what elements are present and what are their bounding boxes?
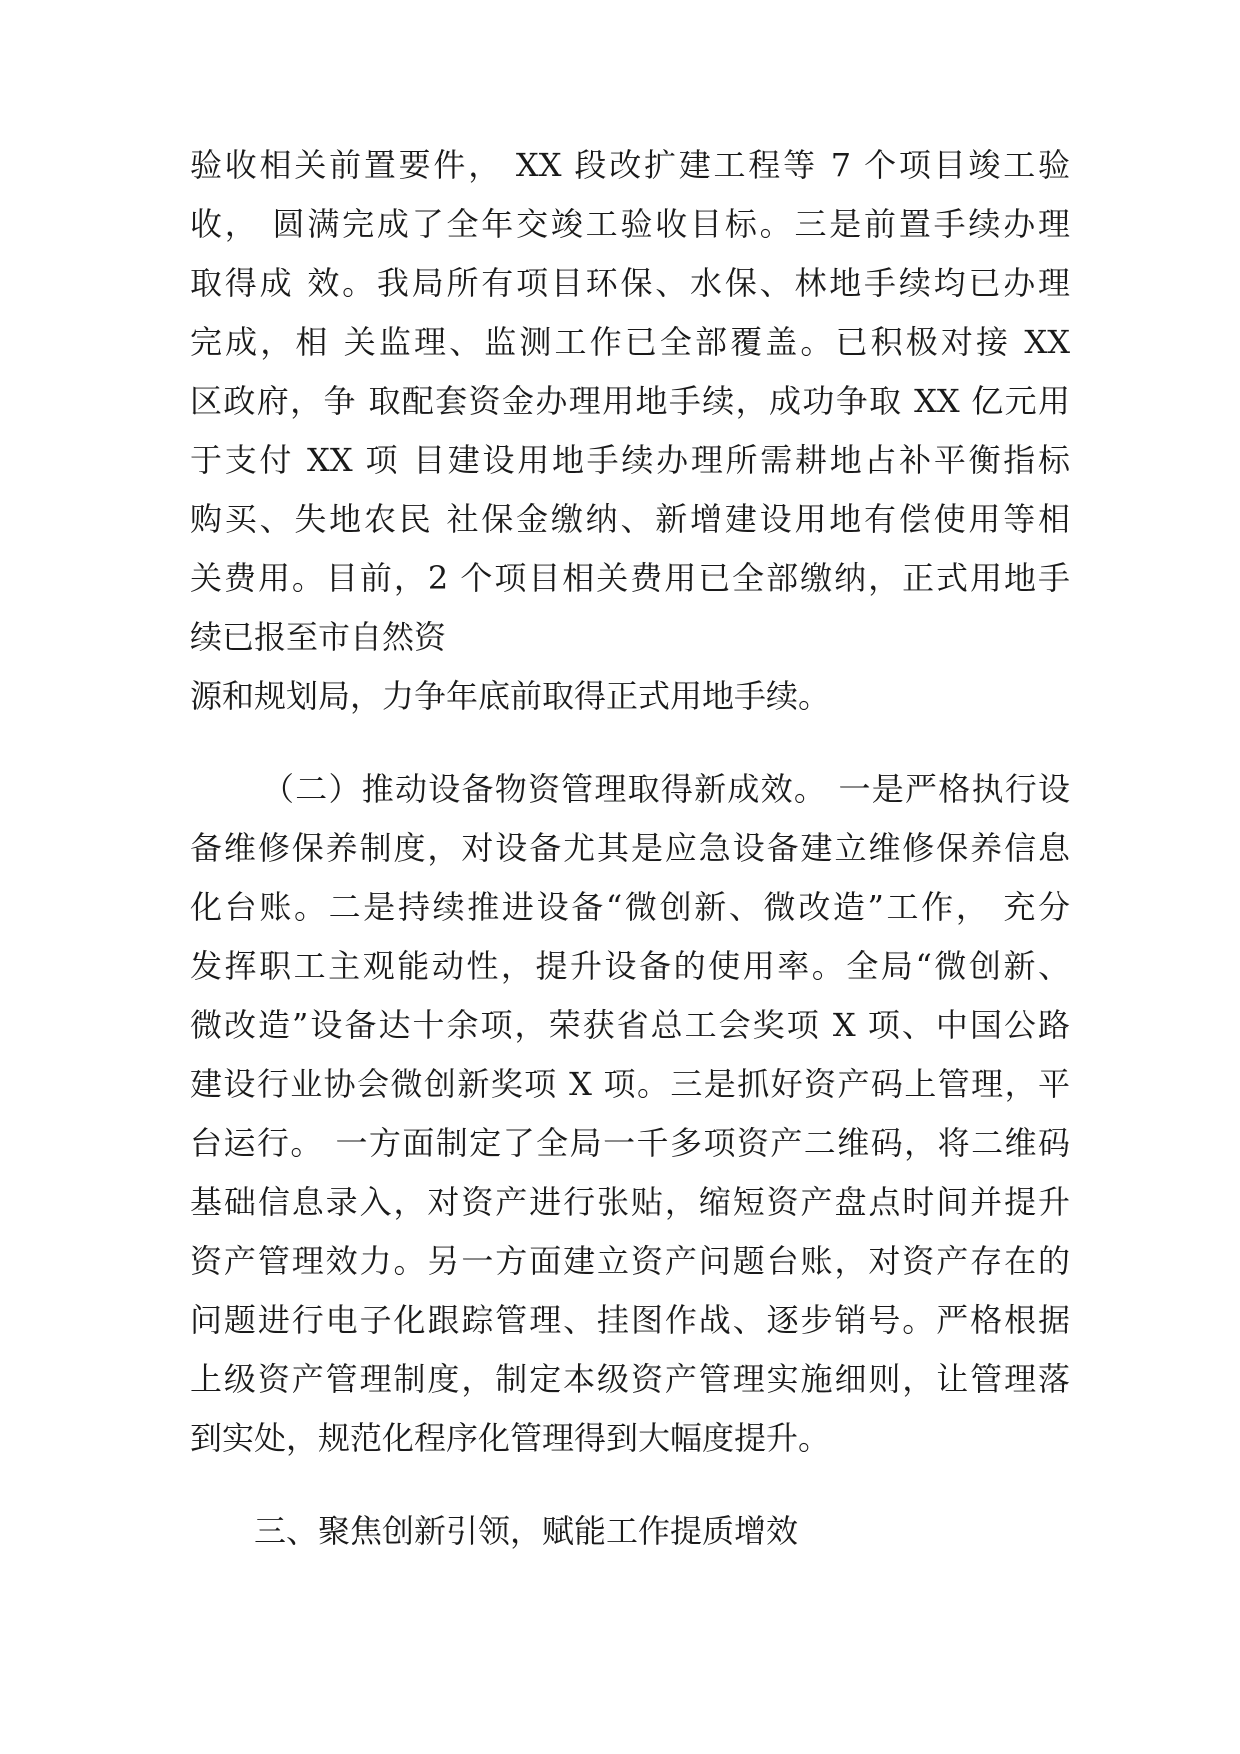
- section-heading: [190, 1502, 1070, 1561]
- text-line: 区政府，争 取配套资金办理用地手续，成功争取 XX 亿元用: [190, 382, 1070, 420]
- paragraph-acceptance: [190, 136, 1070, 726]
- text-line: 购买、失地农民 社保金缴纳、新增建设用地有偿使用等相: [190, 500, 1070, 538]
- text-line: 基础信息录入，对资产进行张贴，缩短资产盘点时间并提升: [190, 1183, 1070, 1221]
- document-body: [190, 136, 1070, 1561]
- text-line: 上级资产管理制度，制定本级资产管理实施细则，让管理落: [190, 1360, 1070, 1398]
- text-line: 源和规划局，力争年底前取得正式用地手续。: [190, 677, 831, 715]
- text-line: 台运行。 一方面制定了全局一千多项资产二维码，将二维码: [190, 1124, 1070, 1162]
- text-line: 微改造”设备达十余项，荣获省总工会奖项 X 项、中国公路: [190, 1006, 1070, 1044]
- text-line: 续已报至市自然资: [190, 618, 447, 656]
- text-line: （二）推动设备物资管理取得新成效。 一是严格执行设: [262, 770, 1070, 808]
- text-line: 资产管理效力。另一方面建立资产问题台账，对资产存在的: [190, 1242, 1070, 1280]
- text-line: 验收相关前置要件， XX 段改扩建工程等 7 个项目竣工验: [190, 146, 1070, 184]
- text-line: 备维修保养制度，对设备尤其是应急设备建立维修保养信息: [190, 829, 1070, 867]
- text-line: 完成，相 关监理、监测工作已全部覆盖。已积极对接 XX: [190, 323, 1070, 361]
- text-line: 问题进行电子化跟踪管理、挂图作战、逐步销号。严格根据: [190, 1301, 1070, 1339]
- text-line: 关费用。目前，2 个项目相关费用已全部缴纳，正式用地手: [190, 559, 1070, 597]
- text-line: 发挥职工主观能动性，提升设备的使用率。全局“微创新、: [190, 947, 1070, 985]
- text-line: 收， 圆满完成了全年交竣工验收目标。三是前置手续办理: [190, 205, 1070, 243]
- text-line: 建设行业协会微创新奖项 X 项。三是抓好资产码上管理，平: [190, 1065, 1070, 1103]
- text-line: 到实处，规范化程序化管理得到大幅度提升。: [190, 1419, 831, 1457]
- paragraph-equipment: [190, 760, 1070, 1468]
- text-line: 于支付 XX 项 目建设用地手续办理所需耕地占补平衡指标: [190, 441, 1070, 479]
- text-line: 化台账。二是持续推进设备“微创新、微改造”工作， 充分: [190, 888, 1070, 926]
- heading-line: 三、聚焦创新引领，赋能工作提质增效: [254, 1512, 799, 1550]
- text-line: 取得成 效。我局所有项目环保、水保、林地手续均已办理: [190, 264, 1070, 302]
